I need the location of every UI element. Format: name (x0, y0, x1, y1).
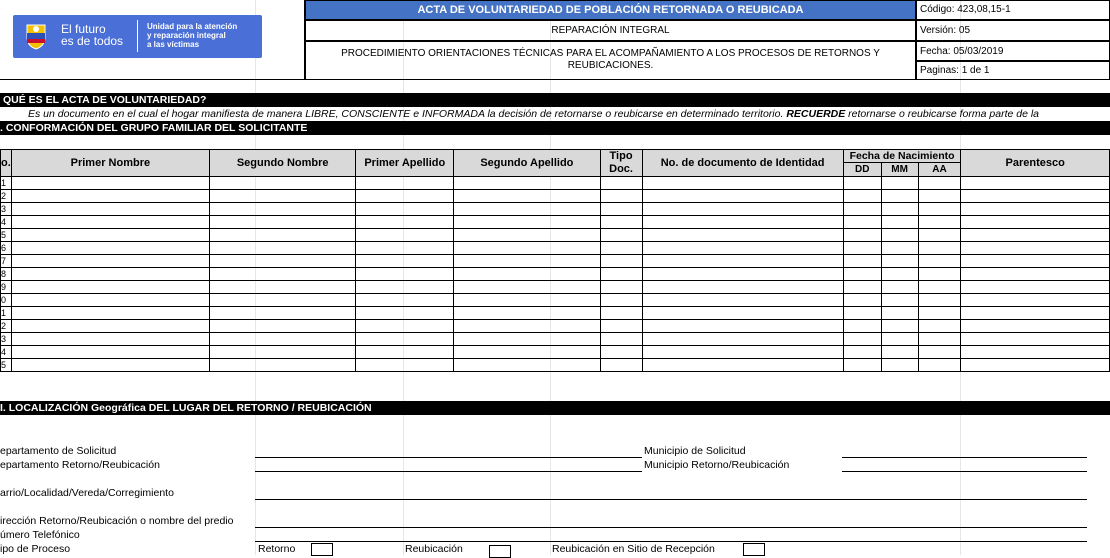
version-label: Versión: 05 (916, 20, 1110, 41)
table-cell[interactable] (881, 333, 918, 346)
table-row (1, 307, 1110, 320)
row-number: 1 (1, 177, 12, 190)
reubicacion-sitio-checkbox[interactable] (743, 543, 765, 556)
table-cell[interactable] (454, 242, 600, 255)
logo-cell (0, 0, 305, 80)
table-cell[interactable] (843, 229, 881, 242)
table-cell[interactable] (961, 177, 1110, 190)
table-cell[interactable] (209, 294, 355, 307)
table-cell[interactable] (918, 203, 961, 216)
table-cell[interactable] (454, 216, 600, 229)
table-cell[interactable] (642, 229, 843, 242)
table-cell[interactable] (961, 190, 1110, 203)
col-header-no: o. (1, 150, 12, 177)
table-cell[interactable] (843, 268, 881, 281)
table-cell[interactable] (11, 177, 209, 190)
table-cell[interactable] (642, 307, 843, 320)
row-number: 6 (1, 242, 12, 255)
table-cell[interactable] (961, 242, 1110, 255)
table-cell[interactable] (881, 320, 918, 333)
process-name: REPARACIÓN INTEGRAL (305, 20, 916, 41)
municipio-retorno-field[interactable] (842, 471, 1087, 472)
table-cell[interactable] (454, 229, 600, 242)
procedure-line: PROCEDIMIENTO ORIENTACIONES TÉCNICAS PARA EL ACOMPAÑAMIENTO A LOS PROCESOS DE RETORNOS Y (341, 48, 880, 59)
municipio-solicitud-field[interactable] (842, 457, 1087, 458)
table-row (1, 229, 1110, 242)
label-retorno: Retorno (258, 543, 296, 555)
table-cell[interactable] (600, 177, 642, 190)
table-cell[interactable] (642, 255, 843, 268)
table-cell[interactable] (11, 229, 209, 242)
table-cell[interactable] (209, 229, 355, 242)
table-cell[interactable] (11, 268, 209, 281)
table-cell[interactable] (843, 190, 881, 203)
table-cell[interactable] (843, 216, 881, 229)
table-cell[interactable] (454, 255, 600, 268)
table-cell[interactable] (881, 216, 918, 229)
table-cell[interactable] (642, 242, 843, 255)
row-number: 0 (1, 294, 12, 307)
label-reubicacion-sitio: Reubicación en Sitio de Recepción (552, 543, 715, 555)
table-cell[interactable] (600, 203, 642, 216)
table-cell[interactable] (642, 216, 843, 229)
table-cell[interactable] (918, 268, 961, 281)
table-cell[interactable] (961, 307, 1110, 320)
table-row (1, 320, 1110, 333)
table-cell[interactable] (209, 320, 355, 333)
table-cell[interactable] (843, 307, 881, 320)
table-cell[interactable] (600, 268, 642, 281)
col-header-primer-apellido: Primer Apellido (356, 150, 454, 177)
table-cell[interactable] (600, 255, 642, 268)
table-row (1, 294, 1110, 307)
table-cell[interactable] (356, 216, 454, 229)
table-cell[interactable] (918, 359, 961, 372)
table-cell[interactable] (454, 359, 600, 372)
table-cell[interactable] (600, 190, 642, 203)
brand-line: El futuro (61, 22, 106, 36)
table-cell[interactable] (918, 346, 961, 359)
table-row (1, 359, 1110, 372)
table-cell[interactable] (881, 190, 918, 203)
depto-retorno-field[interactable] (255, 471, 642, 472)
row-number: 4 (1, 216, 12, 229)
table-cell[interactable] (961, 333, 1110, 346)
table-cell[interactable] (642, 177, 843, 190)
label-telefono: úmero Telefónico (0, 529, 80, 541)
table-cell[interactable] (881, 255, 918, 268)
col-header-dd: DD (843, 163, 881, 177)
table-cell[interactable] (356, 346, 454, 359)
table-cell[interactable] (600, 281, 642, 294)
procedure-name (305, 41, 916, 80)
table-cell[interactable] (11, 320, 209, 333)
table-row (1, 268, 1110, 281)
table-cell[interactable] (356, 359, 454, 372)
table-cell[interactable] (209, 346, 355, 359)
table-cell[interactable] (356, 229, 454, 242)
table-cell[interactable] (209, 333, 355, 346)
table-cell[interactable] (642, 320, 843, 333)
table-cell[interactable] (881, 281, 918, 294)
table-cell[interactable] (843, 333, 881, 346)
brand-line: es de todos (61, 34, 124, 48)
description-text: Es un documento en el cual el hogar manifiesta de manera LIBRE, CONSCIENTE e INFORMADA la decisión de retornarse o reubicarse en determinado territorio. (28, 108, 784, 120)
label-barrio: arrio/Localidad/Vereda/Corregimiento (0, 487, 174, 499)
table-cell[interactable] (918, 307, 961, 320)
table-cell[interactable] (209, 190, 355, 203)
row-number: 7 (1, 255, 12, 268)
table-cell[interactable] (918, 320, 961, 333)
table-cell[interactable] (961, 229, 1110, 242)
table-cell[interactable] (454, 203, 600, 216)
family-group-table (0, 149, 1110, 372)
table-cell[interactable] (11, 294, 209, 307)
table-cell[interactable] (918, 177, 961, 190)
reubicacion-checkbox[interactable] (489, 545, 511, 558)
row-number: 5 (1, 359, 12, 372)
table-cell[interactable] (209, 307, 355, 320)
telefono-field[interactable] (255, 541, 1087, 542)
col-header-segundo-apellido: Segundo Apellido (454, 150, 600, 177)
col-header-segundo-nombre: Segundo Nombre (209, 150, 355, 177)
table-cell[interactable] (642, 268, 843, 281)
unit-line: y reparación integral (147, 31, 226, 40)
table-cell[interactable] (642, 281, 843, 294)
table-cell[interactable] (600, 216, 642, 229)
table-cell[interactable] (454, 294, 600, 307)
section-title-grupo-familiar: . CONFORMACIÓN DEL GRUPO FAMILIAR DEL SOLICITANTE (0, 121, 1110, 135)
table-cell[interactable] (356, 281, 454, 294)
table-cell[interactable] (356, 242, 454, 255)
table-row (1, 346, 1110, 359)
codigo-label: Código: 423,08,15-1 (916, 0, 1110, 20)
col-header-tipo-doc (600, 150, 642, 177)
row-number: 2 (1, 320, 12, 333)
table-cell[interactable] (11, 307, 209, 320)
table-cell[interactable] (961, 359, 1110, 372)
row-number: 3 (1, 333, 12, 346)
table-row (1, 177, 1110, 190)
table-cell[interactable] (881, 307, 918, 320)
table-row (1, 242, 1110, 255)
depto-solicitud-field[interactable] (255, 457, 642, 458)
label-reubicacion: Reubicación (405, 543, 463, 555)
unit-line: a las víctimas (147, 40, 200, 49)
col-header-parentesco: Parentesco (961, 150, 1110, 177)
table-cell[interactable] (11, 346, 209, 359)
table-cell[interactable] (961, 346, 1110, 359)
table-cell[interactable] (843, 294, 881, 307)
table-cell[interactable] (356, 320, 454, 333)
row-number: 5 (1, 229, 12, 242)
table-cell[interactable] (600, 320, 642, 333)
section-description (28, 108, 1039, 120)
table-cell[interactable] (11, 190, 209, 203)
table-cell[interactable] (918, 229, 961, 242)
table-row (1, 255, 1110, 268)
label-municipio-retorno: Municipio Retorno/Reubicación (644, 459, 790, 471)
table-cell[interactable] (11, 216, 209, 229)
table-row (1, 333, 1110, 346)
col-header-num-doc: No. de documento de Identidad (642, 150, 843, 177)
table-cell[interactable] (600, 294, 642, 307)
table-cell[interactable] (918, 255, 961, 268)
description-emphasis: RECUERDE (786, 108, 846, 120)
col-header-aa: AA (918, 163, 961, 177)
table-cell[interactable] (454, 268, 600, 281)
table-cell[interactable] (11, 203, 209, 216)
row-number: 1 (1, 307, 12, 320)
table-cell[interactable] (209, 268, 355, 281)
table-cell[interactable] (961, 255, 1110, 268)
table-row (1, 216, 1110, 229)
label-depto-solicitud: epartamento de Solicitud (0, 445, 117, 457)
col-header-fecha-nacimiento: Fecha de Nacimiento (843, 150, 961, 163)
table-cell[interactable] (356, 190, 454, 203)
table-cell[interactable] (881, 359, 918, 372)
table-cell[interactable] (454, 346, 600, 359)
table-cell[interactable] (209, 242, 355, 255)
table-cell[interactable] (843, 320, 881, 333)
fecha-label: Fecha: 05/03/2019 (916, 41, 1110, 61)
section-title-localizacion: I. LOCALIZACIÓN Geográfica DEL LUGAR DEL RETORNO / REUBICACIÓN (0, 401, 1110, 415)
table-cell[interactable] (843, 281, 881, 294)
table-cell[interactable] (881, 268, 918, 281)
table-cell[interactable] (881, 229, 918, 242)
label-municipio-solicitud: Municipio de Solicitud (644, 445, 746, 457)
label-direccion: irección Retorno/Reubicación o nombre del predio (0, 515, 234, 527)
table-cell[interactable] (209, 255, 355, 268)
table-cell[interactable] (642, 333, 843, 346)
table-cell[interactable] (356, 294, 454, 307)
barrio-field[interactable] (255, 499, 1087, 500)
retorno-checkbox[interactable] (311, 543, 333, 556)
label-depto-retorno: epartamento Retorno/Reubicación (0, 459, 160, 471)
table-cell[interactable] (356, 333, 454, 346)
table-cell[interactable] (961, 216, 1110, 229)
table-cell[interactable] (918, 216, 961, 229)
table-cell[interactable] (642, 359, 843, 372)
row-number: 4 (1, 346, 12, 359)
section-title-que-es: QUÉ ES EL ACTA DE VOLUNTARIEDAD? (0, 93, 1110, 107)
table-row (1, 203, 1110, 216)
table-cell[interactable] (961, 320, 1110, 333)
direccion-field[interactable] (255, 527, 1087, 528)
paginas-label: Paginas: 1 de 1 (916, 61, 1110, 80)
row-number: 9 (1, 281, 12, 294)
table-cell[interactable] (11, 359, 209, 372)
table-cell[interactable] (918, 242, 961, 255)
table-cell[interactable] (961, 294, 1110, 307)
table-cell[interactable] (356, 307, 454, 320)
table-cell[interactable] (918, 294, 961, 307)
table-row (1, 281, 1110, 294)
table-cell[interactable] (843, 346, 881, 359)
table-cell[interactable] (600, 242, 642, 255)
description-text: retornarse o reubicarse forma parte de la (845, 108, 1040, 120)
table-cell[interactable] (11, 281, 209, 294)
procedure-line: REUBICACIONES. (567, 60, 654, 71)
row-number: 3 (1, 203, 12, 216)
table-cell[interactable] (600, 307, 642, 320)
table-cell[interactable] (209, 177, 355, 190)
table-cell[interactable] (843, 177, 881, 190)
table-cell[interactable] (209, 281, 355, 294)
table-cell[interactable] (881, 242, 918, 255)
table-cell[interactable] (356, 203, 454, 216)
table-cell[interactable] (11, 242, 209, 255)
table-cell[interactable] (209, 203, 355, 216)
table-cell[interactable] (918, 333, 961, 346)
table-cell[interactable] (356, 177, 454, 190)
table-cell[interactable] (881, 203, 918, 216)
table-cell[interactable] (454, 307, 600, 320)
table-cell[interactable] (454, 190, 600, 203)
tipo-doc-line: Tipo (609, 150, 633, 162)
document-title: ACTA DE VOLUNTARIEDAD DE POBLACIÓN RETORNADA O REUBICADA (305, 0, 916, 20)
table-cell[interactable] (843, 359, 881, 372)
col-header-primer-nombre: Primer Nombre (11, 150, 209, 177)
table-cell[interactable] (454, 333, 600, 346)
table-cell[interactable] (600, 333, 642, 346)
table-cell[interactable] (961, 281, 1110, 294)
table-cell[interactable] (356, 268, 454, 281)
table-row (1, 190, 1110, 203)
table-cell[interactable] (454, 281, 600, 294)
table-cell[interactable] (454, 320, 600, 333)
unit-line: Unidad para la atención (147, 22, 238, 31)
table-cell[interactable] (454, 177, 600, 190)
row-number: 2 (1, 190, 12, 203)
table-cell[interactable] (642, 203, 843, 216)
table-cell[interactable] (11, 333, 209, 346)
table-cell[interactable] (642, 190, 843, 203)
table-cell[interactable] (843, 255, 881, 268)
table-cell[interactable] (600, 346, 642, 359)
table-cell[interactable] (843, 203, 881, 216)
table-cell[interactable] (918, 190, 961, 203)
table-cell[interactable] (642, 294, 843, 307)
table-cell[interactable] (918, 281, 961, 294)
table-cell[interactable] (642, 346, 843, 359)
table-cell[interactable] (11, 255, 209, 268)
table-cell[interactable] (961, 203, 1110, 216)
table-cell[interactable] (881, 294, 918, 307)
row-number: 8 (1, 268, 12, 281)
tipo-doc-line: Doc. (609, 163, 633, 175)
label-tipo-proceso: ipo de Proceso (0, 543, 71, 555)
table-cell[interactable] (209, 216, 355, 229)
table-cell[interactable] (356, 255, 454, 268)
table-cell[interactable] (961, 268, 1110, 281)
table-cell[interactable] (881, 177, 918, 190)
table-cell[interactable] (881, 346, 918, 359)
table-cell[interactable] (843, 242, 881, 255)
table-cell[interactable] (209, 359, 355, 372)
table-cell[interactable] (600, 359, 642, 372)
table-cell[interactable] (600, 229, 642, 242)
col-header-mm: MM (881, 163, 918, 177)
